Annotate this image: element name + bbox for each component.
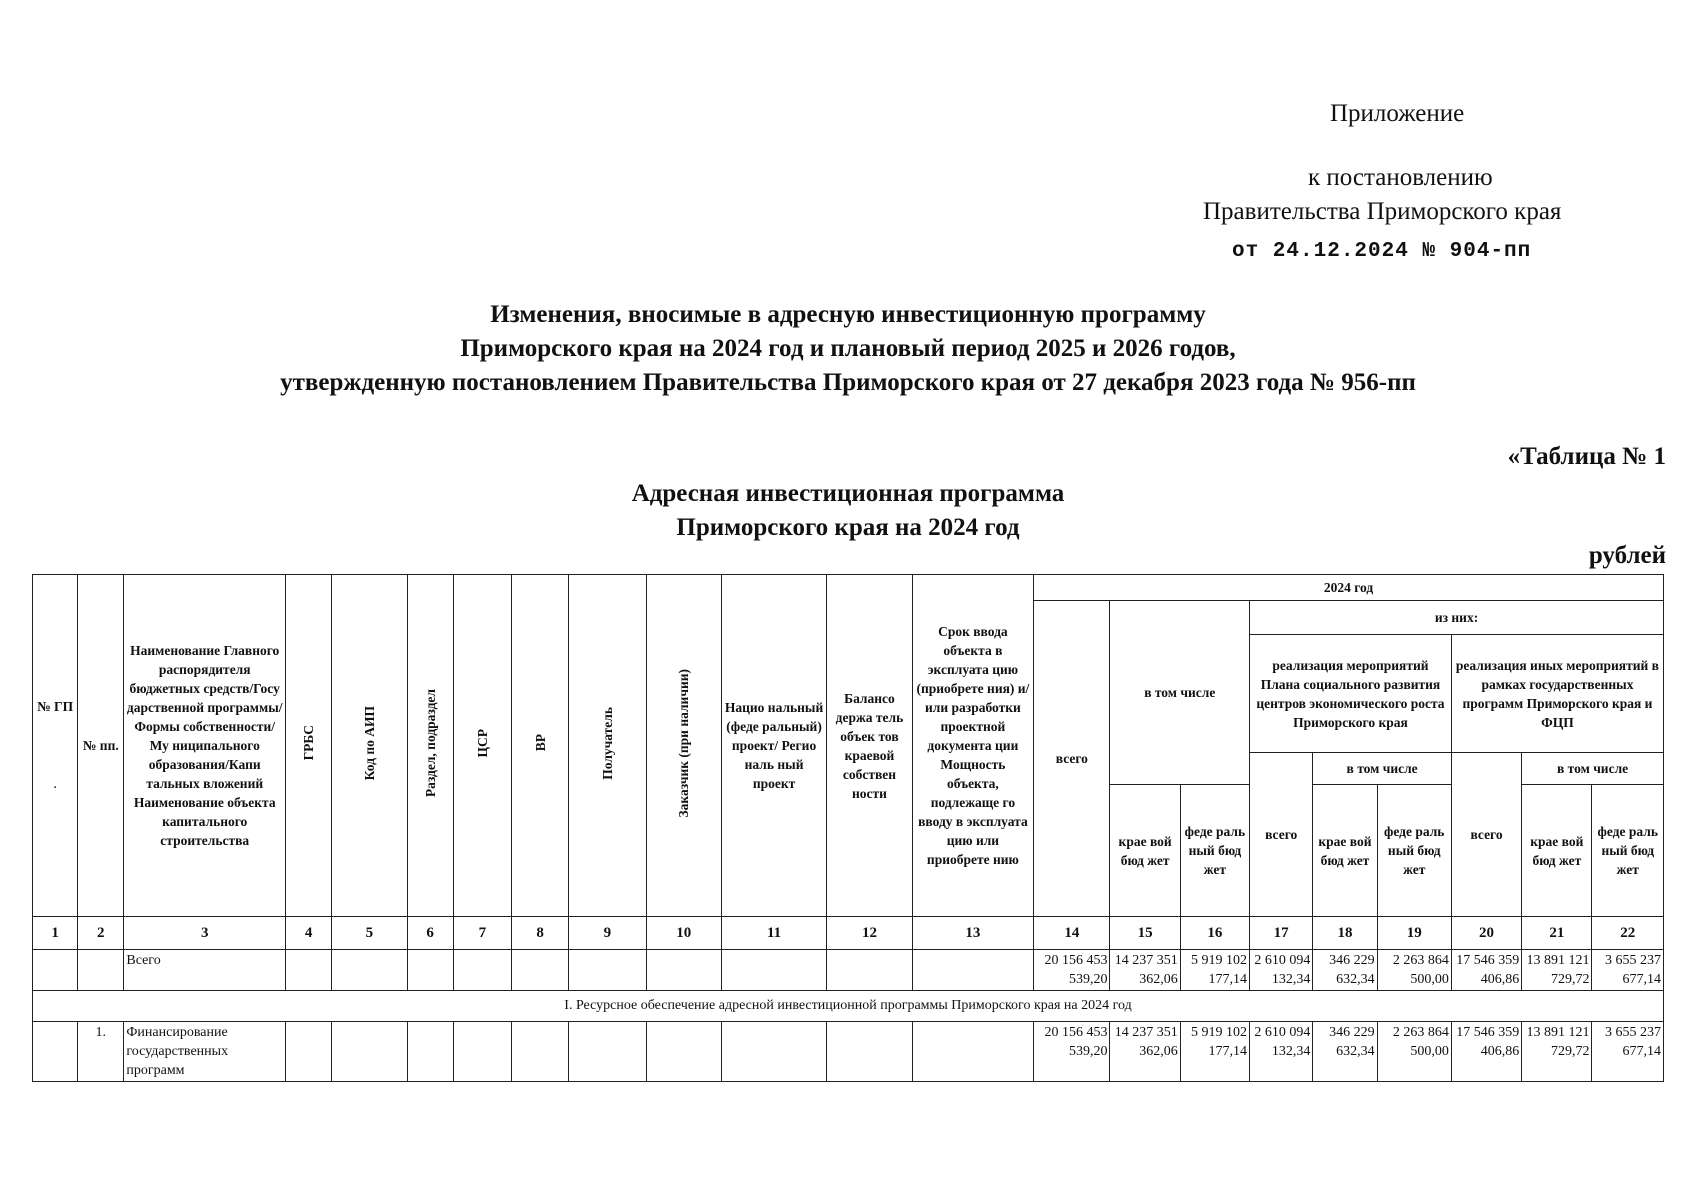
- col-header-pp-no: № пп.: [78, 575, 124, 917]
- col-header-other-programs: реализация иных мероприятий в рамках государственных программ Приморского края и ФЦП: [1451, 635, 1663, 753]
- annex-label: Приложение: [1330, 100, 1465, 127]
- col-header-balance-holder: Балансо держа тель объек тов краевой собствен ности: [827, 575, 912, 917]
- col-header-plan-including: в том числе: [1313, 753, 1452, 785]
- col-header-plan-federal: феде раль ный бюд жет: [1377, 785, 1451, 917]
- col-header-gp-no: № ГП .: [33, 575, 78, 917]
- column-number: 15: [1110, 917, 1180, 950]
- total-value: 2 610 094 132,34: [1250, 950, 1313, 991]
- program-title-line-1: Адресная инвестиционная программа: [631, 480, 1065, 507]
- column-number: 7: [453, 917, 511, 950]
- annex-to-decree: к постановлению: [1308, 164, 1493, 191]
- total-value: 14 237 351 362,06: [1110, 950, 1180, 991]
- col-header-of-which: из них:: [1250, 601, 1664, 635]
- total-value: 2 263 864 500,00: [1377, 950, 1451, 991]
- column-number: 6: [407, 917, 453, 950]
- total-value: 13 891 121 729,72: [1522, 950, 1592, 991]
- total-label: Всего: [124, 950, 286, 991]
- col-header-grbs: ГРБС: [286, 575, 332, 917]
- section-heading: I. Ресурсное обеспечение адресной инвестиционной программы Приморского края на 2024 год: [33, 991, 1664, 1022]
- column-number: 8: [511, 917, 568, 950]
- column-number: 21: [1522, 917, 1592, 950]
- column-number: 16: [1180, 917, 1249, 950]
- col-header-recipient: Получатель: [569, 575, 646, 917]
- col-header-total: всего: [1034, 601, 1110, 917]
- row-value: 13 891 121 729,72: [1522, 1022, 1592, 1082]
- currency-unit: рублей: [1588, 542, 1666, 569]
- document-title-line-2: Приморского края на 2024 год и плановый период 2025 и 2026 годов,: [460, 335, 1236, 362]
- column-number: 22: [1592, 917, 1664, 950]
- col-header-other-regional: крае вой бюд жет: [1522, 785, 1592, 917]
- column-number: 1: [33, 917, 78, 950]
- col-header-csr: ЦСР: [453, 575, 511, 917]
- column-number: 14: [1034, 917, 1110, 950]
- total-value: 20 156 453 539,20: [1034, 950, 1110, 991]
- col-header-name: Наименование Главного распорядителя бюджетных средств/Госу дарственной программы/ Формы собственности/Му ниципального образования/Капи тальных вложений Наименование объекта капитального строительства: [124, 575, 286, 917]
- total-value: 3 655 237 677,14: [1592, 950, 1664, 991]
- program-title: [0, 477, 1696, 545]
- row-number: 1.: [78, 1022, 124, 1082]
- col-header-year: 2024 год: [1034, 575, 1664, 601]
- column-number: 13: [912, 917, 1034, 950]
- column-number: 18: [1313, 917, 1377, 950]
- table-row-total: [33, 950, 1664, 991]
- col-header-commissioning: Срок ввода объекта в эксплуата цию (приобрете ния) и/или разработки проектной документа ции Мощность объекта, подлежаще го вводу в эксплуата цию или приобрете нию: [912, 575, 1034, 917]
- document-title: [0, 298, 1696, 400]
- total-value: 5 919 102 177,14: [1180, 950, 1249, 991]
- column-number: 11: [721, 917, 826, 950]
- row-value: 17 546 359 406,86: [1451, 1022, 1521, 1082]
- investment-program-table: [32, 574, 1664, 1082]
- column-number: 9: [569, 917, 646, 950]
- document-title-line-1: Изменения, вносимые в адресную инвестиционную программу: [490, 301, 1206, 328]
- col-header-other-federal: феде раль ный бюд жет: [1592, 785, 1664, 917]
- column-number: 2: [78, 917, 124, 950]
- table-row-section: [33, 991, 1664, 1022]
- total-value: 17 546 359 406,86: [1451, 950, 1521, 991]
- row-value: 2 610 094 132,34: [1250, 1022, 1313, 1082]
- col-header-other-including: в том числе: [1522, 753, 1664, 785]
- col-header-regional-budget: крае вой бюд жет: [1110, 785, 1180, 917]
- table-number: «Таблица № 1: [1507, 443, 1666, 470]
- col-header-other-total: всего: [1451, 753, 1521, 917]
- column-number: 10: [646, 917, 721, 950]
- col-header-plan-total: всего: [1250, 753, 1313, 917]
- col-header-section: Раздел, подраздел: [407, 575, 453, 917]
- row-label: Финансирование государственных программ: [124, 1022, 286, 1082]
- column-number: 3: [124, 917, 286, 950]
- column-number: 17: [1250, 917, 1313, 950]
- table-row-program-financing: [33, 1022, 1664, 1082]
- row-value: 14 237 351 362,06: [1110, 1022, 1180, 1082]
- row-value: 2 263 864 500,00: [1377, 1022, 1451, 1082]
- col-header-customer: Заказчик (при наличии): [646, 575, 721, 917]
- col-header-national-project: Нацио нальный (феде ральный) проект/ Регио наль ный проект: [721, 575, 826, 917]
- row-value: 3 655 237 677,14: [1592, 1022, 1664, 1082]
- total-value: 346 229 632,34: [1313, 950, 1377, 991]
- row-value: 5 919 102 177,14: [1180, 1022, 1249, 1082]
- program-title-line-2: Приморского края на 2024 год: [676, 514, 1020, 541]
- col-header-aip-code: Код по АИП: [332, 575, 407, 917]
- col-header-including: в том числе: [1110, 601, 1250, 785]
- column-number: 19: [1377, 917, 1451, 950]
- column-number: 12: [827, 917, 912, 950]
- row-value: 20 156 453 539,20: [1034, 1022, 1110, 1082]
- col-header-federal-budget: феде раль ный бюд жет: [1180, 785, 1249, 917]
- column-number: 4: [286, 917, 332, 950]
- annex-government: Правительства Приморского края: [1203, 198, 1562, 225]
- decree-number: от 24.12.2024 № 904-пп: [1232, 240, 1532, 263]
- document-title-line-3: утвержденную постановлением Правительства Приморского края от 27 декабря 2023 года № 956-пп: [280, 369, 1416, 396]
- column-number: 20: [1451, 917, 1521, 950]
- column-number: 5: [332, 917, 407, 950]
- row-value: 346 229 632,34: [1313, 1022, 1377, 1082]
- column-number-row: [33, 917, 1664, 950]
- col-header-plan-regional: крае вой бюд жет: [1313, 785, 1377, 917]
- col-header-plan: реализация мероприятий Плана социального развития центров экономического роста Приморского края: [1250, 635, 1452, 753]
- col-header-vr: ВР: [511, 575, 568, 917]
- header-dot: .: [53, 778, 57, 791]
